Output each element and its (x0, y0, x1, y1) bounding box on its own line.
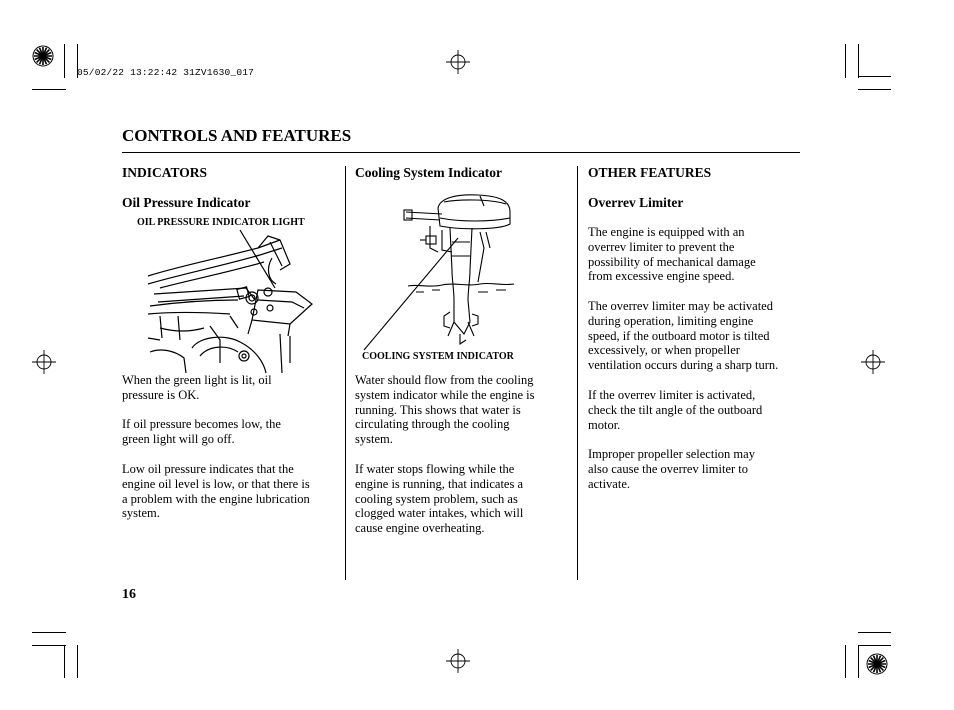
other-features-heading: OTHER FEATURES (588, 165, 712, 180)
crosshair-left-icon (32, 350, 56, 374)
cooling-system-heading: Cooling System Indicator (355, 165, 503, 180)
outboard-motor-illustration (360, 190, 540, 350)
text-line: If oil pressure becomes low, the (122, 417, 281, 431)
indicators-heading: INDICATORS (122, 165, 208, 180)
cooling-paragraph-2 (355, 462, 575, 536)
column-divider-1 (345, 166, 346, 580)
text-line: overrev limiter to prevent the (588, 239, 735, 254)
oil-paragraph-3 (122, 462, 342, 521)
text-line: Improper propeller selection may (588, 447, 755, 461)
text-line: speed, if the outboard motor is tilted (588, 328, 770, 343)
text-line: running. This shows that water is (355, 402, 521, 417)
text-line: check the tilt angle of the outboard (588, 402, 763, 417)
text-line: cooling system problem, such as (355, 491, 518, 506)
oil-pressure-indicator-illustration (140, 228, 335, 373)
overrev-limiter-heading: Overrev Limiter (588, 195, 684, 210)
text-line: When the green light is lit, oil (122, 373, 272, 387)
text-line: green light will go off. (122, 431, 235, 446)
text-line: If water stops flowing while the (355, 462, 515, 476)
oil-paragraph-1 (122, 373, 342, 403)
overrev-paragraph-1 (588, 225, 813, 284)
overrev-paragraph-2 (588, 299, 813, 373)
text-line: engine oil level is low, or that there is (122, 476, 310, 491)
column-divider-2 (577, 166, 578, 580)
text-line: from excessive engine speed. (588, 269, 735, 284)
text-line: motor. (588, 417, 621, 432)
crosshair-right-icon (861, 350, 885, 374)
text-line: Low oil pressure indicates that the (122, 462, 294, 476)
overrev-paragraph-4 (588, 447, 813, 491)
oil-paragraph-2 (122, 417, 342, 447)
text-line: system indicator while the engine is (355, 387, 535, 402)
registration-target-bottom-right-icon (866, 653, 888, 675)
crosshair-top-icon (446, 50, 470, 74)
text-line: pressure is OK. (122, 387, 200, 402)
text-line: ventilation occurs during a sharp turn. (588, 358, 779, 373)
text-line: Water should flow from the cooling (355, 373, 534, 387)
page-number: 16 (122, 587, 136, 602)
page-title: CONTROLS AND FEATURES (122, 126, 352, 145)
text-line: If the overrev limiter is activated, (588, 388, 756, 402)
text-line: engine is running, that indicates a (355, 476, 524, 491)
text-line: activate. (588, 476, 630, 491)
text-line: also cause the overrev limiter to (588, 461, 749, 476)
text-line: The engine is equipped with an (588, 225, 745, 239)
text-line: a problem with the engine lubrication (122, 491, 310, 506)
text-line: system. (122, 506, 160, 521)
text-line: clogged water intakes, which will (355, 506, 524, 521)
cooling-paragraph-1 (355, 373, 575, 447)
overrev-paragraph-3 (588, 388, 813, 432)
text-line: during operation, limiting engine (588, 313, 754, 328)
text-line: system. (355, 432, 393, 447)
text-line: cause engine overheating. (355, 521, 485, 536)
oil-pressure-figure-label: OIL PRESSURE INDICATOR LIGHT (137, 217, 305, 228)
cooling-system-figure-label: COOLING SYSTEM INDICATOR (362, 351, 514, 362)
print-stamp: 05/02/22 13:22:42 31ZV1630_017 (77, 67, 255, 78)
text-line: excessively, or when propeller (588, 343, 740, 358)
registration-target-top-left-icon (32, 45, 54, 67)
crosshair-bottom-icon (446, 649, 470, 673)
text-line: circulating through the cooling (355, 417, 510, 432)
header-rule (122, 152, 800, 153)
oil-pressure-heading: Oil Pressure Indicator (122, 195, 251, 210)
text-line: possibility of mechanical damage (588, 254, 756, 269)
text-line: The overrev limiter may be activated (588, 299, 773, 313)
